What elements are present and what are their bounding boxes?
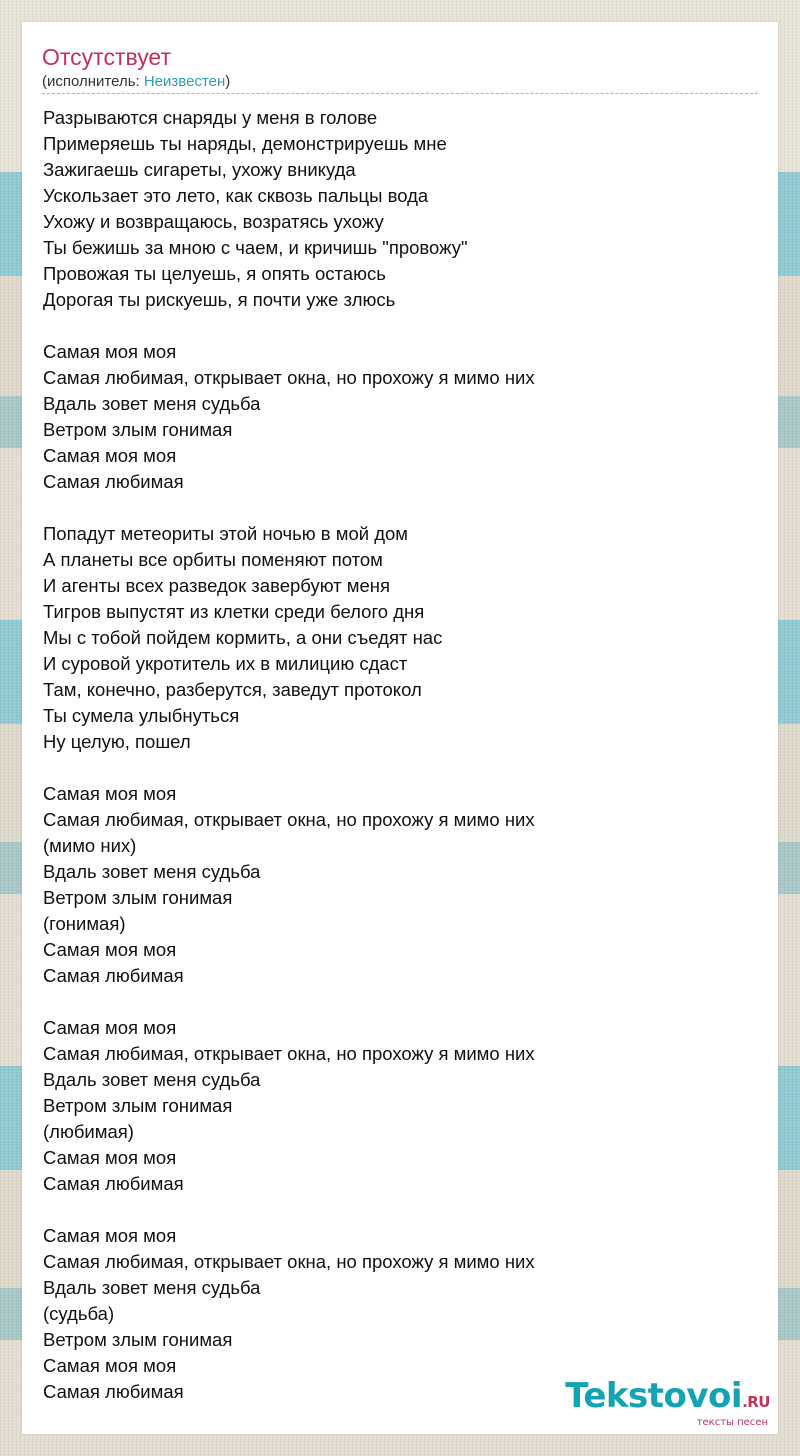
lyric-line: Ветром злым гонимая [43,887,233,908]
lyrics-body [43,105,758,1405]
lyric-line: Самая моя моя [43,445,177,466]
lyric-line: Попадут метеориты этой ночью в мой дом [43,523,409,544]
lyric-line: Вдаль зовет меня судьба [43,393,261,414]
lyric-line: (любимая) [43,1121,134,1142]
lyric-line: Ты бежишь за мною с чаем, и кричишь "провожу" [43,237,468,258]
lyric-line: Мы с тобой пойдем кормить, а они съедят нас [43,627,443,648]
lyric-line: Самая любимая [43,965,184,986]
lyric-line: Самая любимая, открывает окна, но прохожу я мимо них [43,1251,535,1272]
artist-suffix: ) [225,73,231,90]
stanza-break [43,989,758,1015]
lyric-line: Самая моя моя [43,939,177,960]
logo-tld: .RU [742,1393,770,1411]
stanza-break [43,755,758,781]
lyric-line: Самая моя моя [43,341,177,362]
lyric-line: Самая любимая, открывает окна, но прохожу я мимо них [43,367,535,388]
site-logo[interactable] [565,1376,770,1428]
lyric-line: Вдаль зовет меня судьба [43,861,261,882]
artist-prefix: (исполнитель: [42,73,144,90]
lyric-line: Самая моя моя [43,1147,177,1168]
lyric-line: Ускользает это лето, как сквозь пальцы вода [43,185,429,206]
lyric-line: Дорогая ты рискуешь, я почти уже злюсь [43,289,396,310]
lyric-line: И агенты всех разведок завербуют меня [43,575,391,596]
lyric-line: Самая моя моя [43,783,177,804]
lyric-line: Там, конечно, разберутся, заведут протокол [43,679,422,700]
stanza-break [43,313,758,339]
lyric-line: (гонимая) [43,913,126,934]
artist-link[interactable]: Неизвестен [143,73,226,90]
lyric-line: Самая моя моя [43,1225,177,1246]
lyric-line: Ветром злым гонимая [43,1095,233,1116]
lyric-line: Самая моя моя [43,1355,177,1376]
lyric-line: Ты сумела улыбнуться [43,705,240,726]
stanza-break [43,1197,758,1223]
lyric-line: Самая любимая [43,1173,184,1194]
lyric-line: (судьба) [43,1303,115,1324]
lyric-line: А планеты все орбиты поменяют потом [43,549,383,570]
lyric-line: Разрываются снаряды у меня в голове [43,107,378,128]
lyric-line: Ветром злым гонимая [43,1329,233,1350]
lyric-line: Тигров выпустят из клетки среди белого дня [43,601,425,622]
lyric-line: Зажигаешь сигареты, ухожу вникуда [43,159,356,180]
lyric-line: Самая любимая, открывает окна, но прохожу я мимо них [43,809,535,830]
lyric-line: Ветром злым гонимая [43,419,233,440]
logo-tagline: тексты песен [696,1417,768,1428]
lyric-line: Примеряешь ты наряды, демонстрируешь мне [43,133,447,154]
lyric-line: Самая любимая, открывает окна, но прохожу я мимо них [43,1043,535,1064]
song-meta [42,73,758,94]
song-title: Отсутствует [42,44,171,70]
lyric-line: Вдаль зовет меня судьба [43,1277,261,1298]
lyric-line: Ну целую, пошел [43,731,191,752]
stanza-break [43,495,758,521]
lyric-line: Ухожу и возвращаюсь, возратясь ухожу [43,211,384,232]
lyric-line: Провожая ты целуешь, я опять остаюсь [43,263,386,284]
logo-word: Tekstovoi [565,1376,743,1416]
lyric-line: Вдаль зовет меня судьба [43,1069,261,1090]
lyric-line: Самая любимая [43,471,184,492]
lyric-line: Самая любимая [43,1381,184,1402]
lyrics-card [22,22,778,1434]
lyric-line: (мимо них) [43,835,137,856]
logo-wordmark [565,1376,770,1419]
lyric-line: Самая моя моя [43,1017,177,1038]
lyric-line: И суровой укротитель их в милицию сдаст [43,653,408,674]
